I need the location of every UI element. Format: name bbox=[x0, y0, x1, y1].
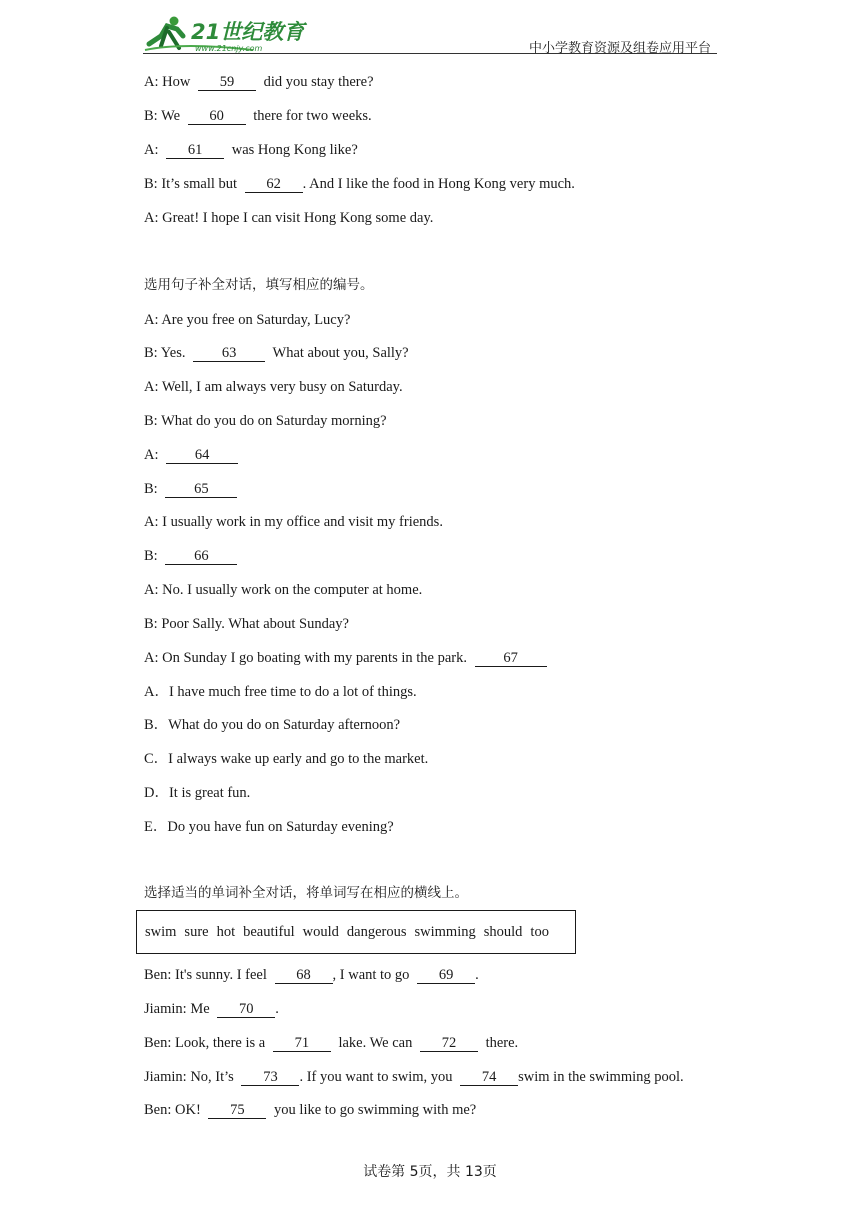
option-item: D．It is great fun. bbox=[144, 785, 251, 801]
word-bank-item: too bbox=[530, 923, 549, 940]
answer-blank[interactable]: 65 bbox=[165, 482, 237, 498]
dialogue-line: Jiamin: No, It’s 73 . If you want to swim, you 74 swim in the swimming pool. bbox=[144, 1069, 684, 1085]
dialogue-line: B: What do you do on Saturday morning? bbox=[144, 413, 387, 429]
dialogue-line: B: Yes. 63 What about you, Sally? bbox=[144, 345, 409, 361]
word-bank-item: would bbox=[302, 923, 339, 940]
word-bank-item: hot bbox=[216, 923, 236, 940]
dialogue-line: B: It’s small but 62 . And I like the food in Hong Kong very much. bbox=[144, 176, 575, 192]
page-footer: 试卷第 5页，共 13页 bbox=[363, 1164, 497, 1180]
answer-blank[interactable]: 75 bbox=[208, 1103, 266, 1119]
word-bank-item: dangerous bbox=[346, 923, 407, 940]
answer-blank[interactable]: 68 bbox=[275, 968, 333, 984]
word-bank-item: sure bbox=[184, 923, 209, 940]
answer-blank[interactable]: 74 bbox=[460, 1070, 518, 1086]
dialogue-line: B: 66 bbox=[144, 547, 241, 565]
header-divider bbox=[143, 53, 717, 54]
word-bank-item: should bbox=[483, 923, 523, 940]
dialogue-line: A: No. I usually work on the computer at home. bbox=[144, 582, 423, 598]
logo-url: www.21cnjy.com bbox=[195, 44, 263, 53]
dialogue-line: B: We 60 there for two weeks. bbox=[144, 108, 372, 124]
dialogue-line: B: 65 bbox=[144, 480, 241, 498]
dialogue-line: Ben: Look, there is a 71 lake. We can 72 there. bbox=[144, 1035, 519, 1051]
logo-text: 21世纪教育 bbox=[191, 20, 305, 44]
dialogue-line: Ben: OK! 75 you like to go swimming with me? bbox=[144, 1102, 477, 1118]
word-bank-box bbox=[136, 910, 576, 954]
answer-blank[interactable]: 71 bbox=[273, 1036, 331, 1052]
answer-blank[interactable]: 67 bbox=[475, 651, 547, 667]
answer-blank[interactable]: 60 bbox=[188, 109, 246, 125]
dialogue-line: B: Poor Sally. What about Sunday? bbox=[144, 616, 349, 632]
dialogue-line: A: On Sunday I go boating with my parents in the park. 67 bbox=[144, 649, 551, 667]
option-item: A．I have much free time to do a lot of things. bbox=[144, 684, 417, 700]
option-item: E．Do you have fun on Saturday evening? bbox=[144, 819, 394, 835]
logo bbox=[143, 14, 313, 54]
dialogue-line: A: Are you free on Saturday, Lucy? bbox=[144, 312, 351, 328]
dialogue-line: A: 61 was Hong Kong like? bbox=[144, 142, 358, 158]
header-platform-text: 中小学教育资源及组卷应用平台 bbox=[528, 41, 711, 56]
dialogue-line: Jiamin: Me 70 . bbox=[144, 1001, 279, 1017]
answer-blank[interactable]: 66 bbox=[165, 549, 237, 565]
dialogue-line: A: 64 bbox=[144, 446, 242, 464]
dialogue-line: A: I usually work in my office and visit my friends. bbox=[144, 514, 443, 530]
page-header bbox=[143, 12, 717, 56]
dialogue-line: A: How 59 did you stay there? bbox=[144, 74, 374, 90]
answer-blank[interactable]: 61 bbox=[166, 143, 224, 159]
answer-blank[interactable]: 62 bbox=[245, 177, 303, 193]
answer-blank[interactable]: 63 bbox=[193, 346, 265, 362]
dialogue-line: Ben: It's sunny. I feel 68 , I want to go 69 . bbox=[144, 967, 479, 983]
answer-blank[interactable]: 69 bbox=[417, 968, 475, 984]
answer-blank[interactable]: 72 bbox=[420, 1036, 478, 1052]
answer-blank[interactable]: 59 bbox=[198, 75, 256, 91]
option-item: B．What do you do on Saturday afternoon? bbox=[144, 717, 401, 733]
section-instruction: 选择适当的单词补全对话，将单词写在相应的横线上。 bbox=[144, 885, 468, 901]
answer-blank[interactable]: 70 bbox=[217, 1002, 275, 1018]
word-bank-item: swim bbox=[145, 923, 177, 940]
answer-blank[interactable]: 64 bbox=[166, 448, 238, 464]
dialogue-line: A: Well, I am always very busy on Saturday. bbox=[144, 379, 403, 395]
option-item: C．I always wake up early and go to the market. bbox=[144, 751, 429, 767]
section-instruction: 选用句子补全对话，填写相应的编号。 bbox=[144, 277, 374, 293]
word-bank-item: swimming bbox=[414, 923, 476, 940]
answer-blank[interactable]: 73 bbox=[241, 1070, 299, 1086]
word-bank-item: beautiful bbox=[243, 923, 295, 940]
runner-logo-icon bbox=[143, 14, 313, 54]
dialogue-line: A: Great! I hope I can visit Hong Kong some day. bbox=[144, 210, 434, 226]
